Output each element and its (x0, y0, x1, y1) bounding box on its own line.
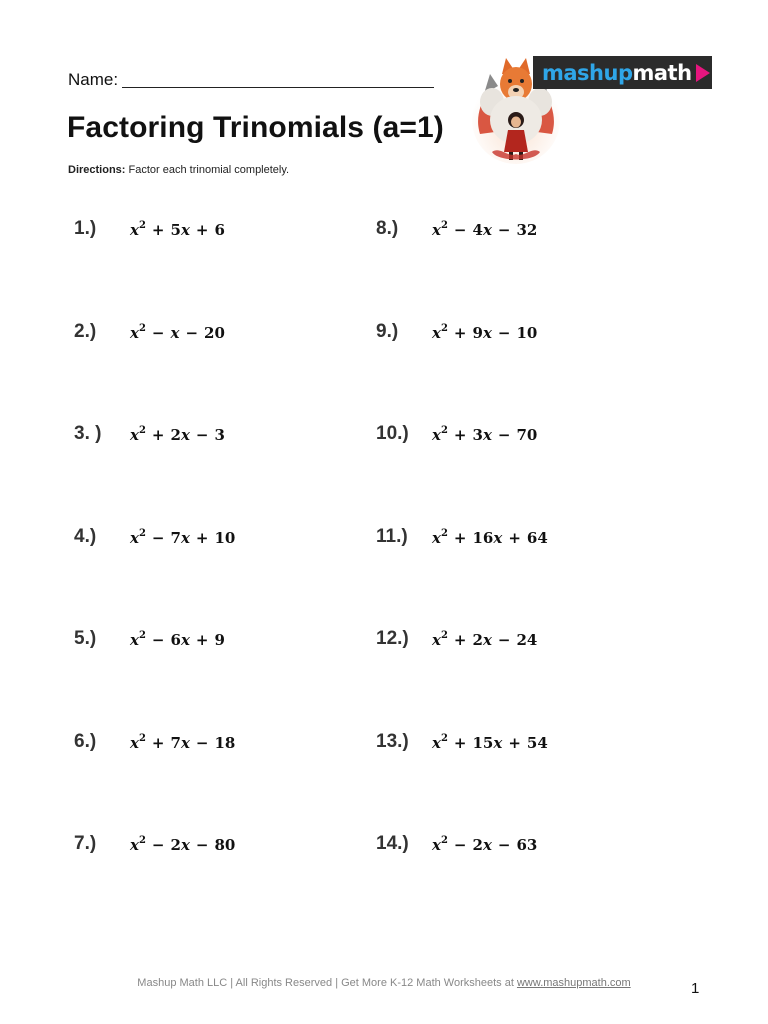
problem-number: 9.) (376, 320, 399, 342)
problem-expression: $x^2 + 2x - 24$ (432, 630, 538, 649)
problem-item (376, 525, 548, 548)
directions (68, 164, 289, 176)
problem-item (74, 320, 225, 343)
directions-label: Directions: (68, 164, 126, 176)
problem-item (74, 423, 225, 445)
mashupmath-logo (533, 56, 712, 89)
problem-number: 2.) (74, 320, 97, 342)
problem-expression: $x^2 + 16x + 64$ (432, 527, 548, 547)
problem-number: 5.) (74, 628, 97, 649)
problem-item (74, 525, 236, 548)
problem-number: 12.) (376, 628, 409, 649)
footer-link[interactable]: www.mashupmath.com (516, 977, 631, 989)
problem-expression: $x^2 - x - 20$ (130, 322, 225, 342)
footer-text: Mashup Math LLC | All Rights Reserved | Get More K-12 Math Worksheets at (137, 977, 517, 989)
problem-number: 1.) (74, 218, 97, 239)
problem-number: 11.) (376, 525, 408, 547)
problem-number: 10.) (376, 423, 409, 444)
problem-item (74, 218, 225, 240)
name-line (68, 70, 434, 90)
problem-item (376, 423, 538, 445)
directions-text: Factor each trinomial completely. (125, 164, 290, 176)
problem-expression: $x^2 + 3x - 70$ (432, 425, 538, 444)
problem-expression: $x^2 - 4x - 32$ (432, 220, 538, 239)
problem-expression: $x^2 + 15x + 54$ (432, 732, 548, 752)
name-label: Name: (68, 70, 119, 89)
problem-number: 8.) (376, 218, 399, 239)
problem-expression: $x^2 - 2x - 80$ (130, 835, 236, 854)
problem-expression: $x^2 - 6x + 9$ (130, 630, 225, 649)
footer (0, 977, 768, 989)
problem-number: 4.) (74, 525, 97, 547)
problem-number: 13.) (376, 730, 409, 752)
problem-expression: $x^2 + 2x - 3$ (130, 425, 225, 444)
problem-item (376, 218, 538, 240)
name-blank[interactable] (122, 70, 434, 88)
problem-item (74, 628, 225, 650)
problem-expression: $x^2 + 9x - 10$ (432, 322, 538, 342)
problem-item (376, 628, 538, 650)
page-number: 1 (691, 980, 700, 997)
logo-text-math: math (632, 60, 692, 85)
problem-expression: $x^2 - 2x - 63$ (432, 835, 538, 854)
problem-expression: $x^2 + 5x + 6$ (130, 220, 225, 239)
problem-number: 14.) (376, 833, 409, 854)
logo-text-mashup: mashup (542, 60, 633, 85)
page-title: Factoring Trinomials (a=1) (67, 111, 444, 144)
problem-item (376, 320, 538, 343)
problem-expression: $x^2 + 7x - 18$ (130, 732, 236, 752)
problem-item (74, 833, 236, 855)
problem-item (74, 730, 236, 753)
play-icon (696, 64, 710, 82)
problem-number: 6.) (74, 730, 97, 752)
problem-expression: $x^2 - 7x + 10$ (130, 527, 236, 547)
problem-number: 7.) (74, 833, 97, 854)
problem-item (376, 730, 548, 753)
problem-number: 3. ) (74, 423, 102, 444)
problem-item (376, 833, 538, 855)
